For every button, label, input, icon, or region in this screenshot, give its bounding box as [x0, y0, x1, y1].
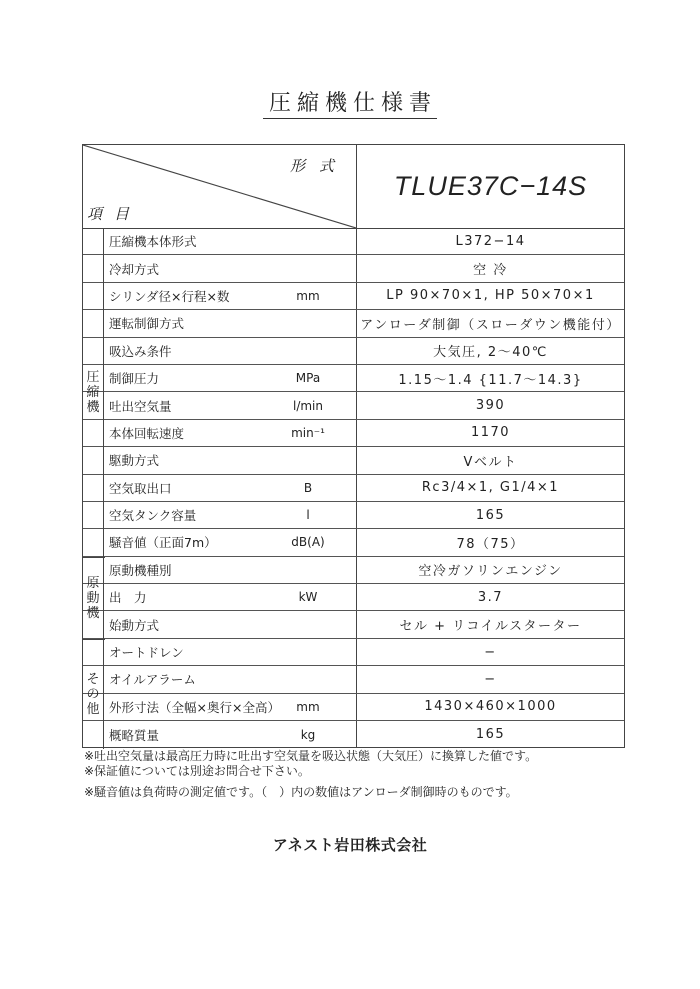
row-unit: min⁻¹: [291, 425, 325, 440]
row-value: 1430×460×1000: [424, 699, 557, 715]
row-item: 本体回転速度: [109, 425, 185, 441]
group-cell: [83, 228, 104, 557]
row-item: 出 力: [109, 590, 147, 606]
row-unit: [273, 666, 343, 692]
table-row: [83, 694, 624, 721]
header-diagonal-cell: [83, 145, 357, 228]
row-unit: [273, 447, 343, 473]
row-unit: [273, 557, 343, 583]
model-label: 形式: [289, 157, 348, 175]
row-unit: mm: [296, 288, 320, 303]
item-label: 項目: [87, 205, 142, 223]
row-value: 1.15〜1.4 {11.7〜14.3}: [398, 372, 583, 388]
row-unit: mm: [296, 699, 320, 714]
row-item: 制御圧力: [109, 371, 160, 387]
group-label: 圧 縮 機: [86, 370, 100, 416]
row-value: セル + リコイルスターター: [399, 619, 582, 635]
row-unit: [273, 639, 343, 665]
row-value: 空 冷: [473, 263, 508, 279]
row-unit: MPa: [295, 371, 321, 386]
row-value: 空冷ガソリンエンジン: [418, 564, 563, 580]
group-cell: [83, 639, 104, 749]
row-value: 165: [475, 507, 506, 523]
row-value: Vベルト: [463, 454, 518, 470]
row-value: アンローダ制御（スローダウン機能付）: [360, 317, 621, 333]
row-unit: l: [306, 508, 310, 523]
row-item: 駆動方式: [109, 453, 160, 469]
spec-rows: [83, 228, 624, 748]
row-unit: B: [303, 480, 313, 495]
row-item: 外形寸法（全幅×奥行×全高）: [109, 699, 280, 715]
note-2: ※保証値については別途お問合せ下さい。: [84, 764, 310, 778]
table-row: [83, 502, 624, 529]
row-item: シリンダ径×行程×数: [109, 288, 230, 304]
model-name: TLUE37C−14S: [393, 171, 588, 201]
spec-table: [82, 144, 625, 748]
table-row: [83, 338, 624, 365]
table-row: [83, 228, 624, 255]
row-item: 原動機種別: [109, 562, 172, 578]
table-row: [83, 310, 624, 337]
table-row: [83, 475, 624, 502]
row-unit: kW: [298, 590, 318, 605]
row-item: 空気タンク容量: [109, 508, 197, 524]
table-row: [83, 666, 624, 693]
row-value: 大気圧, 2〜40℃: [433, 345, 548, 361]
row-value: 390: [475, 398, 506, 414]
row-value: 78（75）: [456, 536, 525, 552]
table-row: [83, 420, 624, 447]
row-value: L372−14: [455, 233, 526, 249]
table-row: [83, 447, 624, 474]
row-item: オートドレン: [109, 645, 184, 661]
group-separator: [83, 557, 105, 558]
row-unit: [273, 255, 343, 281]
row-item: 運転制御方式: [109, 316, 185, 332]
table-row: [83, 611, 624, 638]
table-row: [83, 365, 624, 392]
table-row: [83, 392, 624, 419]
row-value: 3.7: [477, 589, 504, 605]
note-3: ※騒音値は負荷時の測定値です。（ ）内の数値はアンローダ制御時のものです。: [84, 785, 518, 799]
group-separator: [83, 639, 105, 640]
row-unit: [273, 228, 343, 254]
document-title: [0, 86, 700, 119]
row-unit: [273, 611, 343, 637]
group-label: そ の 他: [86, 671, 100, 717]
row-value: LP 90×70×1, HP 50×70×1: [386, 288, 595, 304]
row-value: 1170: [470, 425, 511, 441]
table-row: [83, 529, 624, 556]
document-title-text: 圧縮機仕様書: [263, 86, 437, 119]
row-unit: kg: [300, 727, 316, 742]
table-row: [83, 255, 624, 282]
table-row: [83, 721, 624, 748]
group-label: 原 動 機: [86, 575, 100, 621]
row-unit: l/min: [292, 398, 323, 413]
table-row: [83, 639, 624, 666]
table-header: [83, 145, 624, 229]
row-value: −: [484, 671, 497, 687]
row-item: 騒音値（正面7m）: [109, 535, 217, 551]
row-item: 吐出空気量: [109, 398, 172, 414]
notes: [84, 749, 537, 800]
row-unit: dB(A): [291, 535, 325, 550]
row-unit: [273, 310, 343, 336]
table-row: [83, 283, 624, 310]
row-item: 概略質量: [109, 727, 160, 743]
row-item: オイルアラーム: [109, 672, 196, 688]
row-value: −: [484, 644, 497, 660]
row-unit: [273, 338, 343, 364]
row-item: 圧縮機本体形式: [109, 234, 197, 250]
row-item: 空気取出口: [109, 480, 172, 496]
row-value: Rc3/4×1, G1/4×1: [421, 480, 560, 496]
company-name: アネスト岩田株式会社: [272, 836, 428, 854]
table-row: [83, 557, 624, 584]
group-cell: [83, 557, 104, 639]
row-item: 吸込み条件: [109, 343, 172, 359]
note-1: ※吐出空気量は最高圧力時に吐出す空気量を吸込状態（大気圧）に換算した値です。: [84, 749, 538, 763]
row-item: 冷却方式: [109, 261, 160, 277]
table-row: [83, 584, 624, 611]
row-value: 165: [475, 727, 506, 743]
row-item: 始動方式: [109, 617, 160, 633]
